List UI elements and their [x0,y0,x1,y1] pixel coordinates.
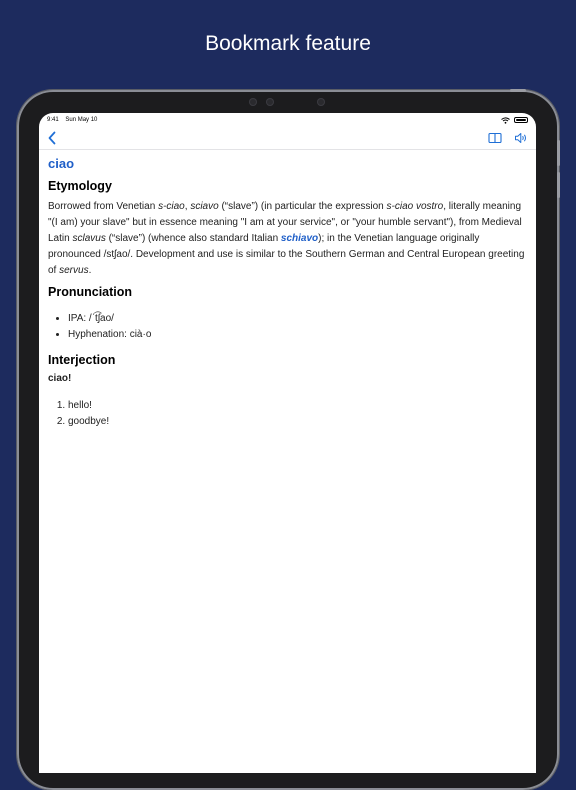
pronunciation-hyphenation: • Hyphenation: cià·o [68,327,527,343]
sensor-dot [317,98,325,106]
volume-up-button [557,140,560,166]
senses-list [48,398,527,430]
volume-down-button [557,172,560,198]
etymology-term: servus [59,265,89,276]
etymology-segment: ); in the Venetian language originally pronounced /stʃao/. Development and use is similar to the Southern German and Central European greeting of [48,233,525,276]
etymology-segment: , literally meaning "(I am) your slave" but in essence meaning "I am at your service", or "your humble servant"), from Medieval Latin [48,201,522,244]
etymology-segment: (“slave”) (whence also standard Italian [105,233,281,244]
interjection-headword: ciao! [48,373,72,384]
sense-item: 1. hello! [68,398,527,414]
etymology-text [48,199,527,279]
status-time: 9:41 [47,117,59,123]
entry-word: ciao [48,156,75,171]
status-date: Sun May 10 [65,117,98,123]
pronunciation-list [48,311,527,343]
speaker-icon[interactable] [514,132,528,144]
etymology-term: s-ciao vostro [386,201,444,212]
etymology-term: sciavo [190,201,219,212]
etymology-segment: Borrowed from Venetian [48,201,159,212]
entry-content [39,150,536,430]
promo-headline: Bookmark feature [205,32,371,55]
etymology-segment: , [184,201,191,212]
etymology-segment: . [88,265,92,276]
status-bar [39,113,536,127]
etymology-term: sclavus [72,233,106,244]
etymology-heading: Etymology [48,179,112,193]
etymology-segment: (“slave”) (in particular the expression [218,201,387,212]
top-button [510,89,526,92]
interjection-heading: Interjection [48,353,116,367]
navigation-bar [39,127,536,150]
camera-lens [266,98,274,106]
book-icon[interactable] [488,132,502,144]
pronunciation-heading: Pronunciation [48,285,133,299]
pronunciation-ipa: • IPA: /ˈt͡ʃao/ [68,311,527,327]
back-icon[interactable] [47,131,57,145]
etymology-link[interactable]: schiavo [280,233,319,244]
app-screen [39,113,536,773]
etymology-term: s-ciao [158,201,185,212]
wifi-icon [501,117,510,124]
sense-item: 2. goodbye! [68,414,527,430]
battery-icon [514,117,528,123]
sensor-dot [249,98,257,106]
